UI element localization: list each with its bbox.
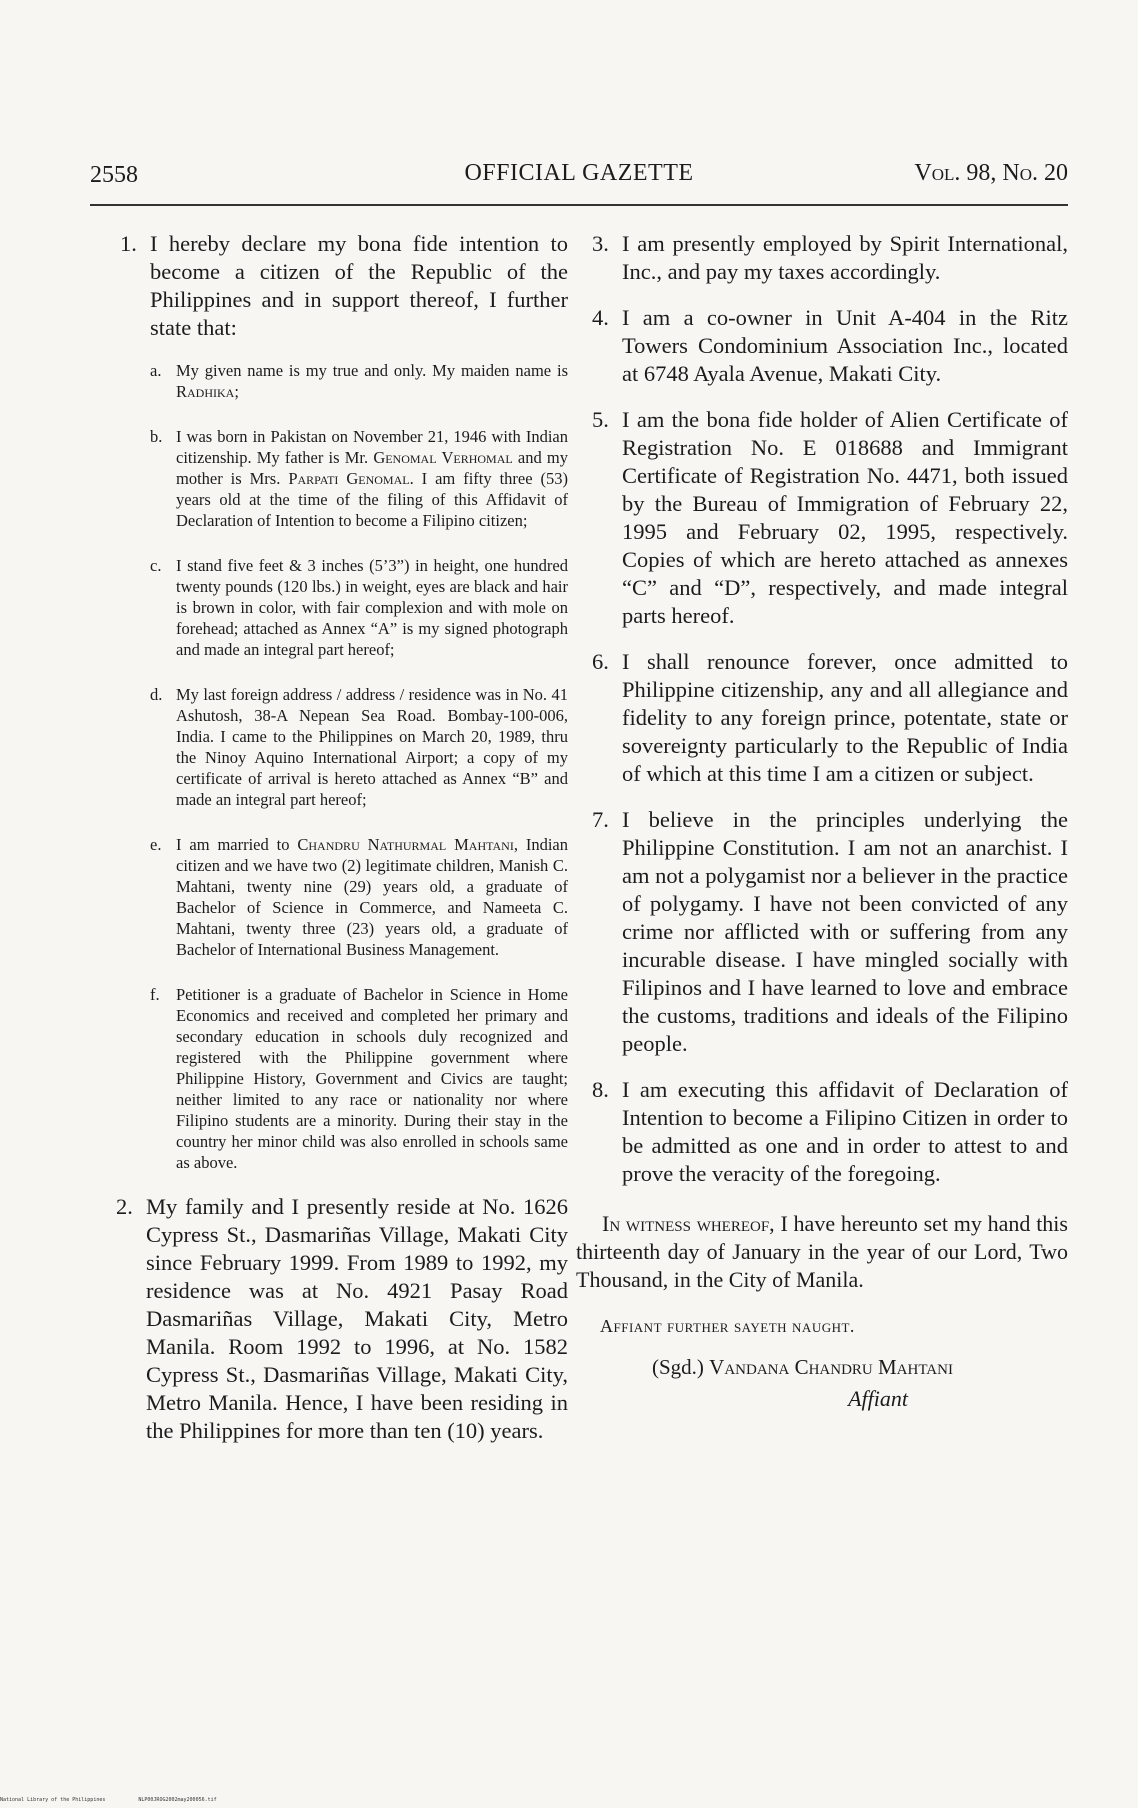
paragraph-text: My family and I presently reside at No. 1626 Cypress St., Dasmariñas Village, Makati City since February 1999. From 1989 to 1992, my residence was at No. 4921 Pasay Road Dasmariñas Village, Makati City, Metro Manila. Room 1992 to 1996, at No. 1582 Cypress St., Dasmariñas Village, Makati City, Metro Manila. Hence, I have been residing in the Philippines for more than ten (10) years. [146, 1194, 568, 1443]
sub-item-letter: b. [150, 427, 163, 446]
sub-item-a [150, 360, 568, 402]
paragraph-7 [592, 806, 1068, 1058]
sub-item-letter: e. [150, 835, 162, 854]
text-segment: I am married to [176, 835, 298, 854]
text-segment: , Indian citizen and we have two (2) legitimate children, Manish C. Mahtani, twenty nine (29) years old, a graduate of Bachelor of Science in Commerce, and Nameeta C. Mahtani, twenty three (23) years old, a graduate of Bachelor of International Business Management. [176, 835, 569, 959]
paragraph-number: 7. [592, 807, 609, 832]
paragraph-number: 6. [592, 649, 609, 674]
left-column [116, 230, 569, 1445]
page-number: 2558 [90, 162, 138, 188]
page-header [90, 160, 1068, 200]
text-segment: My given name is my true and only. My maiden name is [176, 361, 568, 380]
signature-line [652, 1355, 1068, 1380]
publication-title: OFFICIAL GAZETTE [464, 160, 694, 186]
sub-item-b [150, 426, 568, 531]
sub-item-c [150, 555, 568, 660]
header-rule [90, 204, 1068, 206]
paragraph-5 [592, 406, 1068, 630]
sub-item-d [150, 684, 568, 810]
paragraph-text: I am a co-owner in Unit A-404 in the Ritz Towers Condominium Association Inc., located at 6748 Ayala Avenue, Makati City. [622, 305, 1068, 386]
paragraph-number: 4. [592, 305, 609, 330]
right-column [576, 230, 1068, 1412]
paragraph-2 [116, 1193, 568, 1445]
text-segment: ; [234, 382, 239, 401]
witness-text: I have hereunto set my hand this thirteenth day of January in the year of our Lord, Two Thousand, in the City of Manila. [576, 1211, 1068, 1292]
paragraph-text: I believe in the principles underlying the Philippine Constitution. I am not an anarchist. I am not a polygamist nor a believer in the practice of polygamy. I have not been convicted of any crime nor afflicted with or suffering from any incurable disease. I have mingled socially with Filipinos and I have learned to love and embrace the customs, traditions and ideals of the Filipino people. [622, 807, 1068, 1056]
affiant-label: Affiant [848, 1386, 908, 1411]
paragraph-text: I shall renounce forever, once admitted to Philippine citizenship, any and all allegiance and fidelity to any foreign prince, potentate, state or sovereignty particularly to the Republic of India of which at this time I am a citizen or subject. [622, 649, 1068, 786]
paragraph-number: 3. [592, 231, 609, 256]
maiden-name: Radhika [176, 382, 235, 401]
affiant-naught: Affiant further sayeth naught. [600, 1316, 855, 1336]
sub-item-text: Petitioner is a graduate of Bachelor in Science in Home Economics and received and completed her primary and secondary education in schools duly recognized and registered with the Philippine government where Philippine History, Government and Civics are taught; neither limited to any race or nationality nor where Filipino students are a minority. During their stay in the country her minor child was also enrolled in schools same as above. [176, 985, 568, 1172]
volume-number: Vol. 98, No. 20 [914, 160, 1068, 186]
paragraph-number: 1. [120, 231, 137, 256]
sub-item-text: I stand five feet & 3 inches (5’3”) in height, one hundred twenty pounds (120 lbs.) in weight, eyes are black and hair is brown in color, with fair complexion and with mole on forehead; attached as Annex “A” is my signed photograph and made an integral part hereof; [176, 556, 568, 659]
signature-prefix: (Sgd.) [652, 1355, 710, 1379]
sub-item-letter: c. [150, 556, 162, 575]
paragraph-number: 2. [116, 1194, 133, 1219]
sub-item-e [150, 834, 568, 960]
paragraph-text: I am executing this affidavit of Declaration of Intention to become a Filipino Citizen in order to be admitted as one and in order to attest to and prove the veracity of the foregoing. [622, 1077, 1068, 1186]
husband-name: Chandru Nathurmal Mahtani [297, 835, 514, 854]
text-segment: . I am fifty three (53) years old at the time of the filing of this Affidavit of Declaration of Intention to become a Filipino citizen; [176, 469, 568, 530]
sub-item-text [176, 426, 568, 531]
paragraph-8 [592, 1076, 1068, 1188]
paragraph-text: I hereby declare my bona fide intention to become a citizen of the Republic of the Philippines and in support thereof, I further state that: [150, 231, 568, 340]
paragraph-3 [592, 230, 1068, 286]
sub-item-letter: a. [150, 361, 162, 380]
library-credit: National Library of the Philippines [0, 1797, 106, 1803]
paragraph-1 [120, 230, 568, 342]
mother-name: Parpati Genomal [288, 469, 410, 488]
sub-item-letter: d. [150, 685, 163, 704]
paragraph-6 [592, 648, 1068, 788]
paragraph-text: I am presently employed by Spirit International, Inc., and pay my taxes accordingly. [622, 231, 1068, 284]
paragraph-number: 8. [592, 1077, 609, 1102]
affiant-name: Vandana Chandru Mahtani [709, 1355, 953, 1379]
text-segment: and my mother is Mrs. [176, 448, 568, 488]
sub-item-f [150, 984, 568, 1173]
text-segment: I was born in Pakistan on November 21, 1946 with Indian citizenship. My father is Mr. [176, 427, 568, 467]
file-name: NLP00JROG2002may200056.tif [138, 1797, 217, 1803]
sub-item-text [176, 360, 568, 402]
paragraph-4 [592, 304, 1068, 388]
sub-item-text [176, 834, 568, 960]
sub-item-text: My last foreign address / address / residence was in No. 41 Ashutosh, 38-A Nepean Sea Road. Bombay-100-006, India. I came to the Philippines on March 20, 1989, thru the Ninoy Aquino International Airport; a copy of my certificate of arrival is hereto attached as Annex “B” and made an integral part hereof; [176, 685, 568, 809]
paragraph-text: I am the bona fide holder of Alien Certificate of Registration No. E 018688 and Immigrant Certificate of Registration No. 4471, both issued by the Bureau of Immigration of February 22, 1995 and February 02, 1995, respectively. Copies of which are hereto attached as annexes “C” and “D”, respectively, and made integral parts hereof. [622, 407, 1068, 628]
paragraph-number: 5. [592, 407, 609, 432]
scan-footer [0, 1797, 247, 1803]
sub-item-letter: f. [150, 985, 160, 1004]
father-name: Genomal Verhomal [373, 448, 513, 467]
witness-lead: In witness whereof, [602, 1211, 775, 1236]
witness-clause [576, 1210, 1068, 1294]
